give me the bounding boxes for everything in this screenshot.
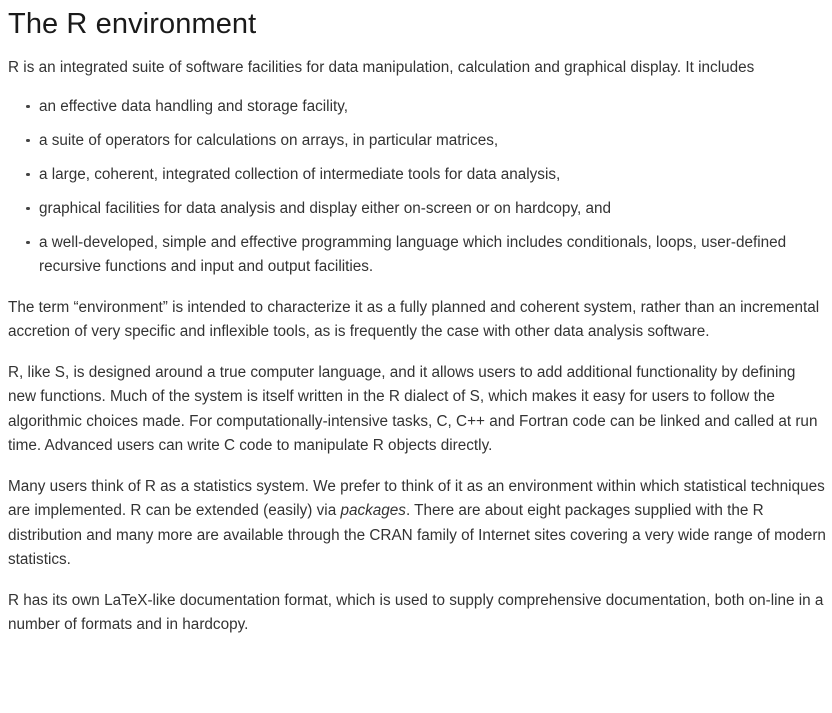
list-item-label: an effective data handling and storage facility, <box>39 97 348 115</box>
paragraph-statistics-text-after: . There are about eight packages supplied with the R distribution and many more are available through the CRAN family of Internet sites covering a very wide range of modern statistics. <box>8 502 826 568</box>
page-title: The R environment <box>8 8 257 40</box>
list-item-label: a large, coherent, integrated collection of intermediate tools for data analysis, <box>39 165 561 183</box>
bullet-icon <box>26 241 30 245</box>
list-item <box>8 95 826 120</box>
paragraph-term-environment: The term “environment” is intended to characterize it as a fully planned and coherent system, rather than an incremental accretion of very specific and inflexible tools, as is frequently the case with other data analysis software. <box>8 298 820 340</box>
intro-paragraph: R is an integrated suite of software facilities for data manipulation, calculation and graphical display. It includes <box>8 59 755 76</box>
list-item-label: a well-developed, simple and effective programming language which includes conditionals, loops, user-defined recursive functions and input and output facilities. <box>39 233 787 275</box>
list-item-label: a suite of operators for calculations on arrays, in particular matrices, <box>39 131 499 149</box>
paragraph-documentation: R has its own LaTeX-like documentation format, which is used to supply comprehensive documentation, both on-line in a number of formats and in hardcopy. <box>8 591 824 633</box>
list-item <box>8 197 826 222</box>
emphasis-packages: packages <box>340 502 406 519</box>
paragraph-language-design: R, like S, is designed around a true computer language, and it allows users to add additional functionality by defining new functions. Much of the system is itself written in the R dialect of S, which makes it easy for users to follow the algorithmic choices made. For computationally-intensive tasks, C, C++ and Fortran code can be linked and called at run time. Advanced users can write C code to manipulate R objects directly. <box>8 363 818 454</box>
paragraph-statistics-system <box>8 475 826 573</box>
features-list <box>8 95 826 280</box>
bullet-icon <box>26 139 30 143</box>
list-item <box>8 163 826 188</box>
list-item-label: graphical facilities for data analysis and display either on-screen or on hardcopy, and <box>39 199 611 217</box>
list-item <box>8 231 826 280</box>
paragraph-statistics-text-before: Many users think of R as a statistics system. We prefer to think of it as an environment within which statistical techniques are implemented. R can be extended (easily) via <box>8 477 825 519</box>
bullet-icon <box>26 105 30 109</box>
bullet-icon <box>26 173 30 177</box>
bullet-icon <box>26 207 30 211</box>
list-item <box>8 129 826 154</box>
